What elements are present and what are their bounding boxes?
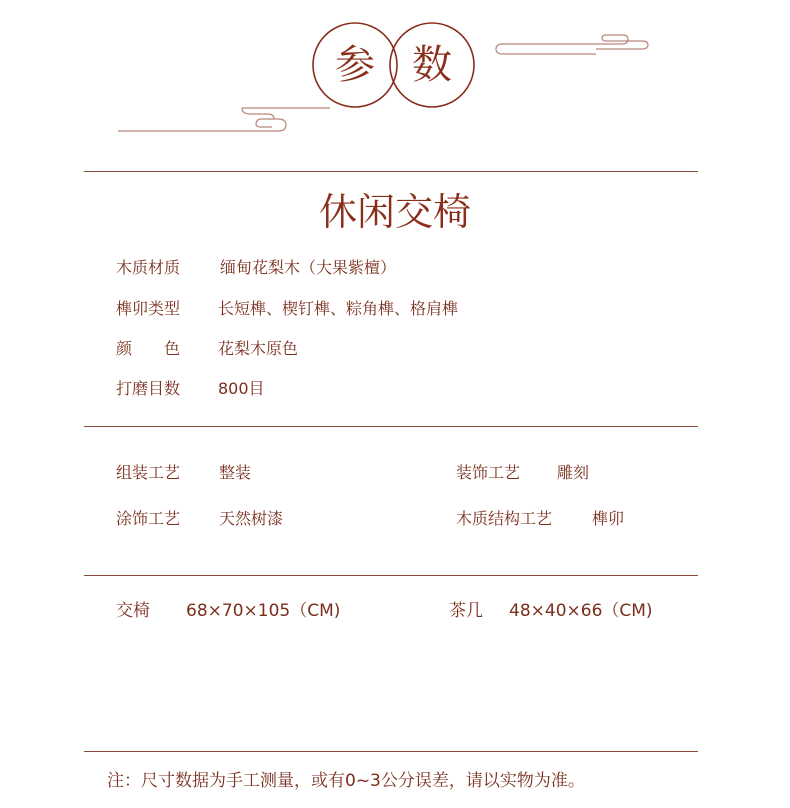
- craft-label: 组装工艺: [116, 463, 181, 482]
- dimension-label: 茶几: [449, 601, 483, 621]
- header-ornament: [0, 0, 790, 160]
- spec-label: 榫卯类型: [116, 299, 181, 318]
- craft-label: 木质结构工艺: [456, 509, 553, 528]
- spec-value: 缅甸花梨木（大果紫檀）: [220, 258, 397, 277]
- craft-value: 雕刻: [557, 463, 590, 482]
- craft-value: 天然树漆: [219, 509, 284, 528]
- divider-bottom: [84, 751, 698, 752]
- cloud-ornament-left: [118, 108, 330, 131]
- dimension-label: 交椅: [116, 601, 150, 621]
- craft-label: 涂饰工艺: [116, 509, 181, 528]
- spec-label: 颜 色: [116, 339, 181, 358]
- spec-value: 花梨木原色: [218, 339, 299, 358]
- title-char-shu: 数: [412, 42, 452, 88]
- spec-label: 打磨目数: [116, 379, 181, 398]
- dimension-value: 48×40×66（CM): [509, 601, 653, 621]
- spec-label: 木质材质: [116, 258, 181, 277]
- spec-value: 800目: [218, 379, 265, 398]
- measurement-note: 注：尺寸数据为手工测量，或有0~3公分误差，请以实物为准。: [107, 771, 585, 791]
- spec-value: 长短榫、楔钉榫、粽角榫、格肩榫: [218, 299, 459, 318]
- cloud-ornament-right: [496, 35, 648, 54]
- divider-dimensions: [84, 575, 698, 576]
- divider-middle: [84, 426, 698, 427]
- divider-top: [84, 171, 698, 172]
- title-char-can: 参: [335, 42, 375, 88]
- craft-value: 整装: [219, 463, 252, 482]
- craft-label: 装饰工艺: [456, 463, 521, 482]
- craft-value: 榫卯: [592, 509, 625, 528]
- product-name: 休闲交椅: [318, 190, 471, 234]
- dimension-value: 68×70×105（CM): [186, 601, 341, 621]
